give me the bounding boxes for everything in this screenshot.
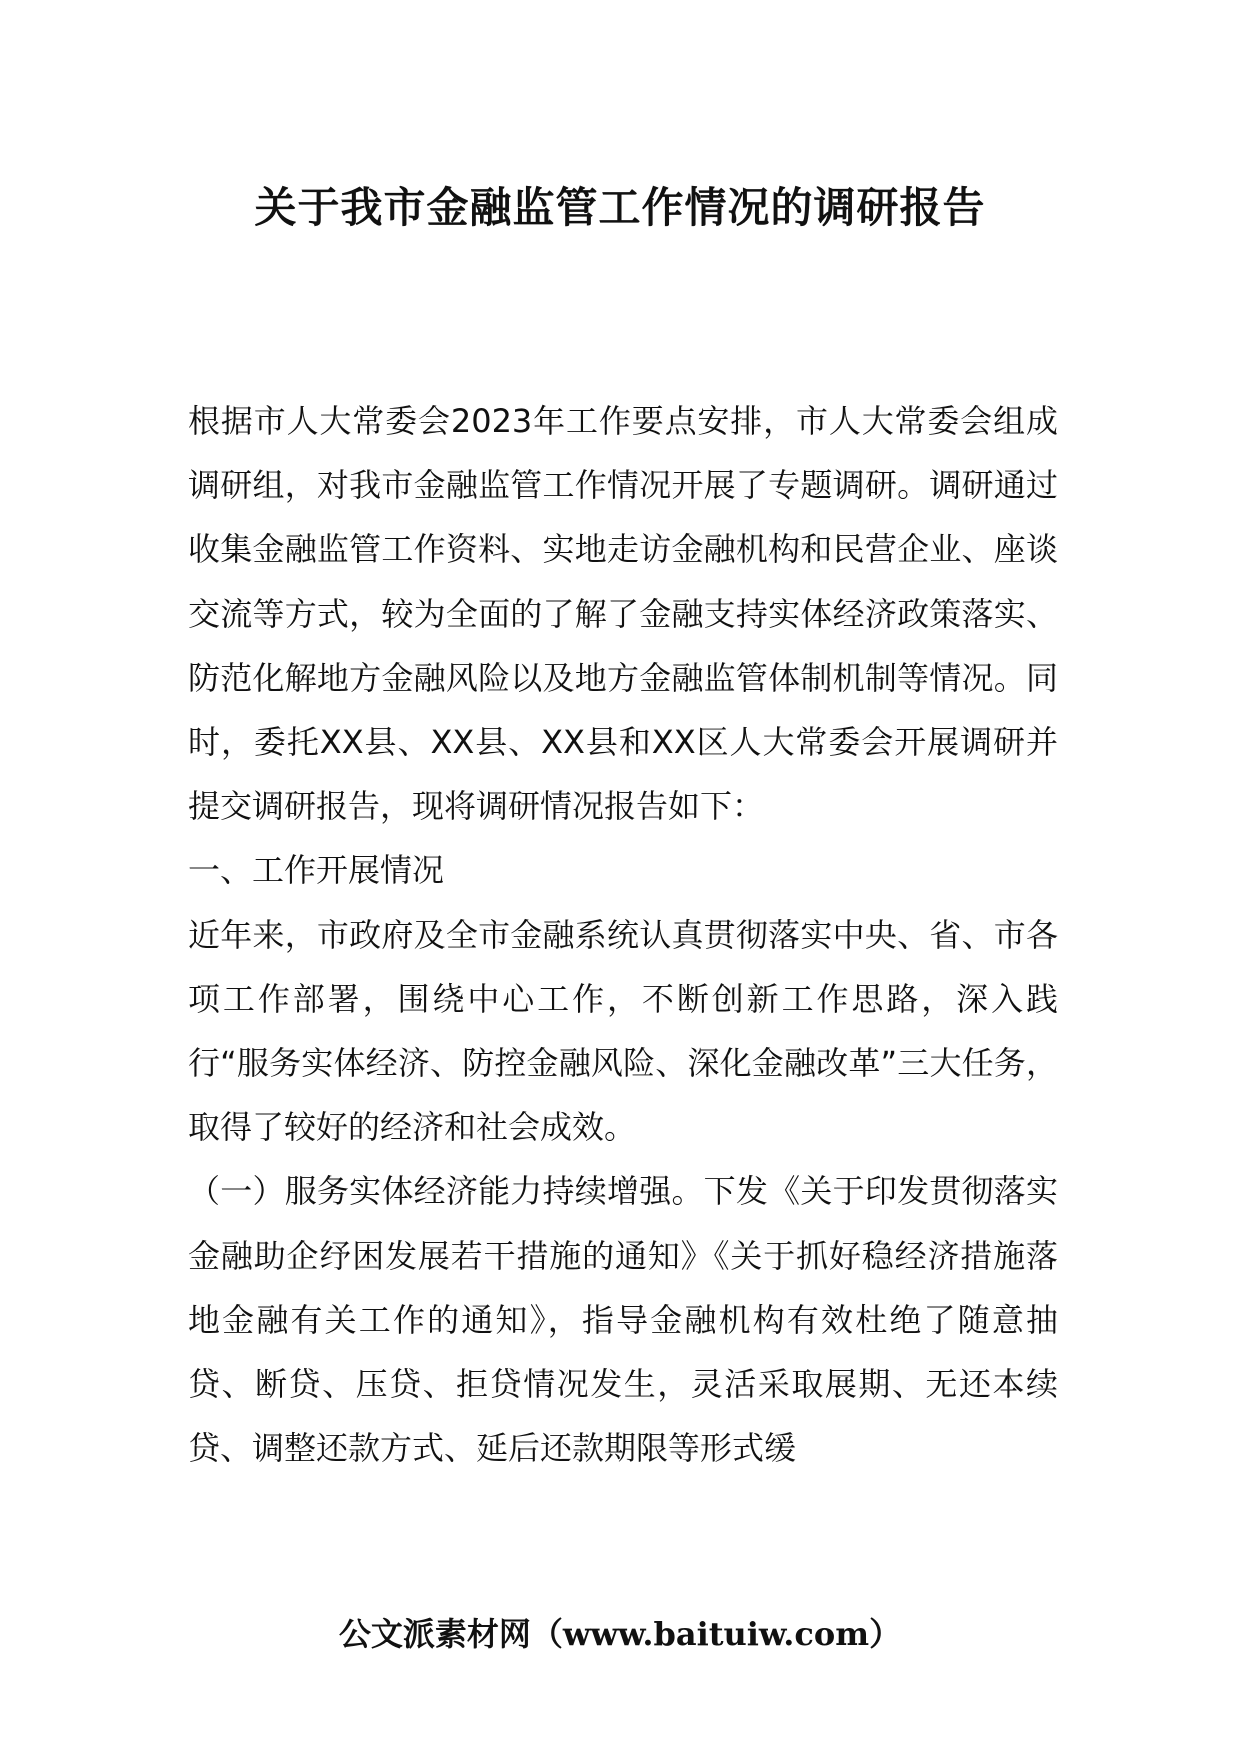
document-body xyxy=(188,389,1058,1480)
paragraph-subsection-1: （一）服务实体经济能力持续增强。下发《关于印发贯彻落实金融助企纾困发展若干措施的通知》《关于抓好稳经济措施落地金融有关工作的通知》，指导金融机构有效杜绝了随意抽贷、断贷、压贷、拒贷情况发生，灵活采取展期、无还本续贷、调整还款方式、延后还款期限等形式缓 xyxy=(188,1172,1058,1468)
footer-watermark: 公文派素材网（www.baituiw.com） xyxy=(338,1615,902,1653)
paragraph-intro: 根据市人大常委会2023年工作要点安排，市人大常委会组成调研组，对我市金融监管工作情况开展了专题调研。调研通过收集金融监管工作资料、实地走访金融机构和民营企业、座谈交流等方式，较为全面的了解了金融支持实体经济政策落实、防范化解地方金融风险以及地方金融监管体制机制等情况。同时，委托XX县、XX县、XX县和XX区人大常委会开展调研并提交调研报告，现将调研情况报告如下： xyxy=(188,402,1058,826)
section-heading: 一、工作开展情况 xyxy=(188,851,445,890)
document-title: 关于我市金融监管工作情况的调研报告 xyxy=(254,183,986,232)
paragraph-overview: 近年来，市政府及全市金融系统认真贯彻落实中央、省、市各项工作部署，围绕中心工作，不断创新工作思路，深入践行“服务实体经济、防控金融风险、深化金融改革”三大任务，取得了较好的经济和社会成效。 xyxy=(188,915,1058,1147)
